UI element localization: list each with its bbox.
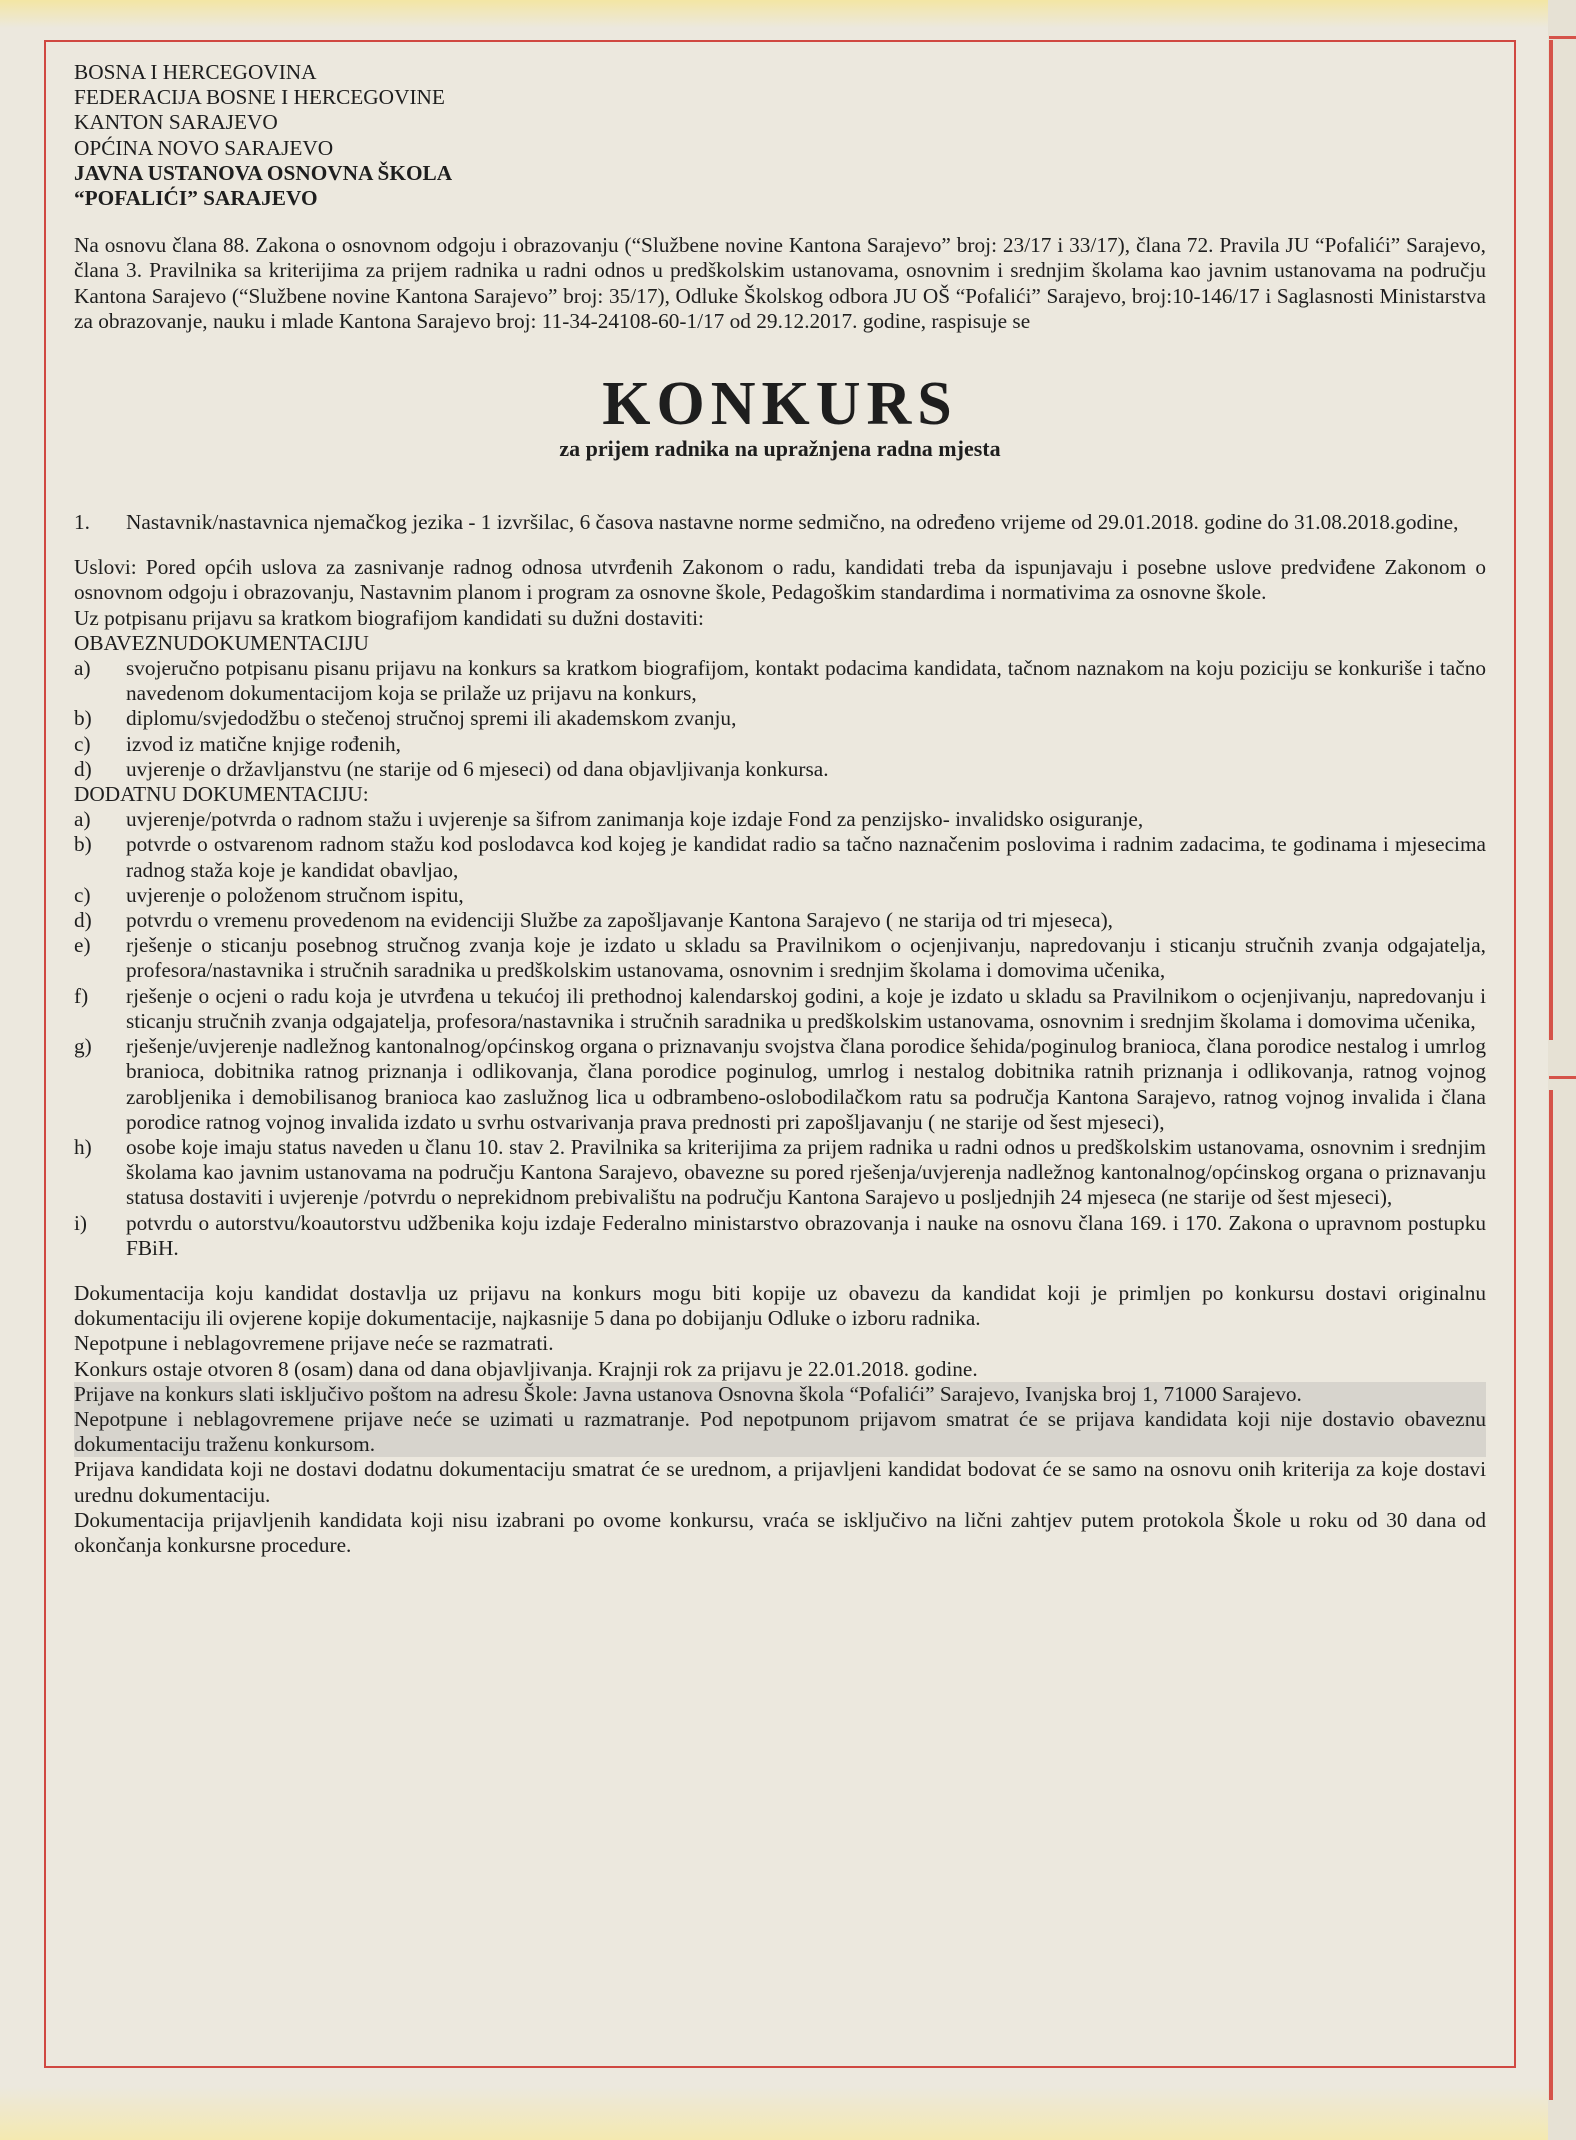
item-letter: i) [74,1210,88,1235]
closing-deadline-note: Konkurs ostaje otvoren 8 (osam) dana od dana objavljivanja. Krajnji rok za prijavu je 22.01.2018. godine. [74,1356,978,1381]
item-text: potvrdu o autorstvu/koautorstvu udžbenika koju izdaje Federalno ministarstvo obrazovanja i nauke na osnovu člana 169. i 170. Zakona o upravnom postupku FBiH. [126,1210,1486,1260]
position-text: Nastavnik/nastavnica njemačkog jezika - 1 izvršilac, 6 časova nastavne norme sedmično, na određeno vrijeme od 29.01.2018. godine do 31.08.2018.godine, [126,510,1459,535]
closing-address-note: Prijave na konkurs slati isključivo poštom na adresu Škole: Javna ustanova Osnovna škola “Pofalići” Sarajevo, Ivanjska broj 1, 71000 Sarajevo. [74,1382,1486,1407]
closing-incomplete-definition: Nepotpune i neblagovremene prijave neće se uzimati u razmatranje. Pod nepotpunom prijavom smatrat će se prijava kandidata koji nije dostavio obaveznu dokumentaciju traženu konkursom. [74,1406,1486,1457]
list-item [74,807,1486,832]
closing-copies-note: Dokumentacija koju kandidat dostavlja uz prijavu na konkurs mogu biti kopije uz obavezu da kandidat koji je primljen po konkursu dostavi originalnu dokumentaciju ili ovjerene kopije dokumentacije, najkasnije 5 dana po dobijanju Odluke o izboru radnika. [74,1280,1486,1331]
conditions-paragraph: Uslovi: Pored općih uslova za zasnivanje radnog odnosa utvrđenih Zakonom o radu, kandidati treba da ispunjavaju i posebne uslove predviđene Zakonom o osnovnom odgoju i obrazovanju, Nastavnim planom i program za osnovne škole, Pedagoškim standardima i normativima za osnovne škole. [74,555,1486,605]
item-text: rješenje o ocjeni o radu koja je utvrđena u tekućoj ili prethodnoj kalendarskoj godini, a koje je izdato u skladu sa Pravilnikom o ocjenjivanju, napredovanju i sticanju stručnih zvanja odgajatelja, profesora/nastavnika i stručnih saradnika u predškolskim ustanovama, osnovnim i srednjim školama i domovima učenika, [126,983,1486,1033]
document-subtitle: za prijem radnika na upražnjena radna mjesta [559,436,1001,462]
item-letter: c) [74,731,91,756]
adjacent-column-strip [1548,0,1576,2140]
item-letter: b) [74,706,92,731]
list-item [74,656,1486,706]
document-title: KONKURS [602,370,958,439]
adjacent-frame-top-rule-2 [1549,1076,1576,1079]
closing-notes [74,1281,1486,1558]
item-text: uvjerenje/potvrda o radnom stažu i uvjerenje sa šifrom zanimanja koje izdaje Fond za penzijsko- invalidsko osiguranje, [126,807,1144,832]
list-item [74,1135,1486,1211]
position-number: 1. [74,510,90,535]
item-text: izvod iz matične knjige rođenih, [126,731,401,756]
list-item [74,984,1486,1034]
header-canton: KANTON SARAJEVO [74,110,278,135]
institution-header [74,60,1486,211]
list-item [74,1211,1486,1261]
item-letter: b) [74,832,92,857]
additional-docs-title: DODATNU DOKUMENTACIJU: [74,782,369,807]
additional-docs-list [74,807,1486,1261]
page-top-edge [0,0,1576,28]
item-letter: a) [74,656,91,681]
item-text: potvrde o ostvarenom radnom stažu kod poslodavca kod kojeg je kandidat radio sa tačno naznačenim poslovima i radnim zadacima, te godinama i mjesecima radnog staža koje je kandidat obavljao, [126,832,1486,882]
adjacent-frame-rule-2 [1549,1090,1553,2100]
adjacent-frame-rule [1549,40,1553,1040]
item-text: potvrdu o vremenu provedenom na evidenciji Službe za zapošljavanje Kantona Sarajevo ( ne starija od tri mjeseca), [126,908,1113,933]
item-text: rješenje o sticanju posebnog stručnog zvanja koje je izdato u skladu sa Pravilnikom o ocjenjivanju, napredovanju i sticanju stručnih zvanja odgajatelja, profesora/nastavnika i stručnih saradnika u predškolskim ustanovama, osnovnim i srednjim školama i domovima učenika, [126,933,1486,983]
list-item [74,832,1486,882]
adjacent-frame-top-rule [1549,36,1576,39]
closing-additional-docs-note: Prijava kandidata koji ne dostavi dodatnu dokumentaciju smatrat će se urednom, a prijavljeni kandidat bodovat će se samo na osnovu onih kriterija za koje dostavi urednu dokumentaciju. [74,1457,1486,1507]
item-letter: h) [74,1134,92,1159]
submission-intro: Uz potpisanu prijavu sa kratkom biografijom kandidati su dužni dostaviti: [74,605,704,630]
list-item [74,933,1486,983]
legal-basis-paragraph: Na osnovu člana 88. Zakona o osnovnom odgoju i obrazovanju (“Službene novine Kantona Sarajevo” broj: 23/17 i 33/17), člana 72. Pravila JU “Pofalići” Sarajevo, člana 3. Pravilnika sa kriterijima za prijem radnika u radni odnos u predškolskim ustanovama, osnovnim i srednjim školama kao javnim ustanovama na području Kantona Sarajevo (“Službene novine Kantona Sarajevo” broj: 35/17), Odluke Školskog odbora JU OŠ “Pofalići” Sarajevo, broj:10-146/17 i Saglasnosti Ministarstva za obrazovanje, nauku i mlade Kantona Sarajevo broj: 11-34-24108-60-1/17 od 29.12.2017. godine, raspisuje se [74,233,1486,333]
header-municipality: OPĆINA NOVO SARAJEVO [74,135,334,160]
item-letter: c) [74,882,91,907]
item-letter: d) [74,756,92,781]
mandatory-docs-list [74,656,1486,782]
header-school: JAVNA USTANOVA OSNOVNA ŠKOLA [74,160,453,185]
closing-incomplete-note: Nepotpune i neblagovremene prijave neće se razmatrati. [74,1331,554,1356]
list-item [74,706,1486,731]
announcement-frame [44,40,1516,2068]
header-federation: FEDERACIJA BOSNE I HERCEGOVINE [74,85,445,110]
item-letter: a) [74,807,91,832]
item-letter: d) [74,908,92,933]
item-letter: g) [74,1034,92,1059]
closing-return-note: Dokumentacija prijavljenih kandidata koji nisu izabrani po ovome konkursu, vraća se isključivo na lični zahtjev putem protokola Škole u roku od 30 dana od okončanja konkursne procedure. [74,1507,1486,1557]
header-country: BOSNA I HERCEGOVINA [74,60,317,84]
item-text: svojeručno potpisanu pisanu prijavu na konkurs sa kratkom biografijom, kontakt podacima kandidata, tačnom naznakom na koju poziciju se konkuriše i tačno navedenom dokumentacijom koja se prilaže uz prijavu na konkurs, [126,656,1486,706]
item-text: rješenje/uvjerenje nadležnog kantonalnog/općinskog organa o priznavanju svojstva člana porodice šehida/poginulog branioca, člana porodice nestalog i umrlog branioca, dobitnika ratnog priznanja i odlikovanja, člana porodice poginulog, umrlog i nestalog dobitnika ratnih priznanja i odlikovanja, ratnog vojnog zarobljenika i demobilisanog branioca kao zaslužnog lica u odbrambeno-oslobodilačkom ratu sa područja Kantona Sarajevo, ratnog vojnog invalida i člana porodice ratnog vojnog invalida izdato u svrhu ostvarivanja prava prednosti pri zapošljavanju ( ne starije od šest mjeseci), [126,1034,1486,1134]
item-text: uvjerenje o položenom stručnom ispitu, [126,882,464,907]
list-item [74,732,1486,757]
item-text: uvjerenje o državljanstvu (ne starije od 6 mjeseci) od dana objavljivanja konkursa. [126,756,829,781]
item-letter: e) [74,933,91,958]
item-text: diplomu/svjedodžbu o stečenoj stručnoj spremi ili akademskom zvanju, [126,706,737,731]
page-bottom-edge [0,2086,1576,2140]
list-item [74,757,1486,782]
mandatory-docs-title: OBAVEZNUDOKUMENTACIJU [74,630,369,655]
item-letter: f) [74,983,89,1008]
list-item [74,883,1486,908]
list-item [74,1034,1486,1135]
list-item [74,908,1486,933]
item-text: osobe koje imaju status naveden u članu 10. stav 2. Pravilnika sa kriterijima za prijem radnika u radni odnos u predškolskim ustanovama, osnovnim i srednjim školama kao javnim ustanovama na području Kantona Sarajevo, obavezne su pored rješenja/uvjerenja nadležnog kantonalnog/općinskog organa o priznavanju statusa dostaviti i uvjerenje /potvrdu o neprekidnom prebivalištu na području Kantona Sarajevo u posljednjih 24 mjeseca (ne starije od šest mjeseci), [126,1134,1486,1210]
header-school-name: “POFALIĆI” SARAJEVO [74,186,318,211]
position-entry [74,510,1486,535]
